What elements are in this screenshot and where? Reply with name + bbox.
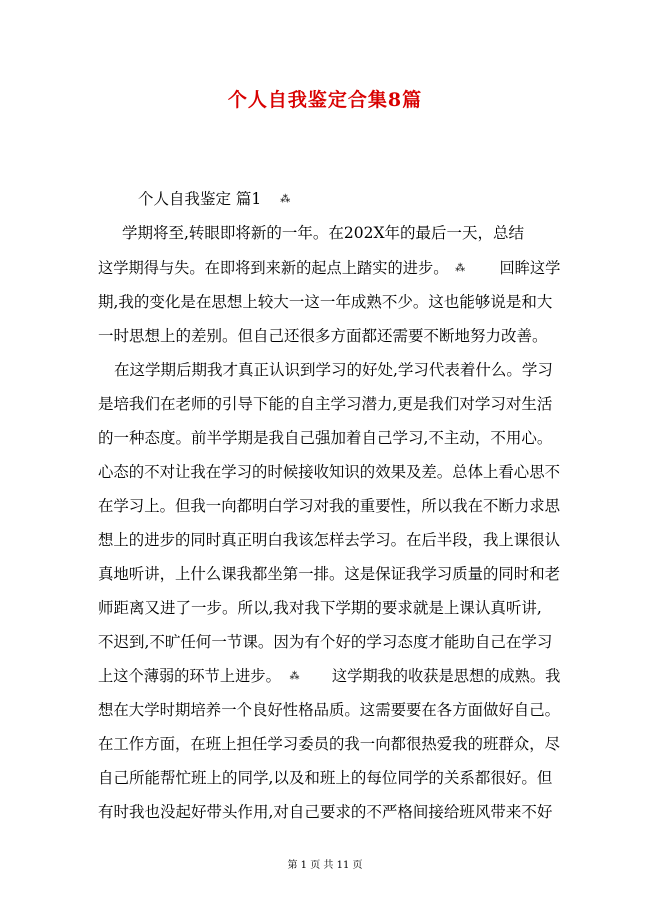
text-line <box>98 258 560 279</box>
document-title: 个人自我鉴定合集8篇 <box>227 89 423 111</box>
text-line: 有时我也没起好带头作用,对自己要求的不严格间接给班风带来不好 <box>98 803 553 821</box>
anchor-mark-icon: ⁂ <box>455 263 466 274</box>
text-line: 想在大学时期培养一个良好性格品质。这需要要在各方面做好自己。 <box>98 701 561 719</box>
text-line: 期,我的变化是在思想上较大一这一年成熟不少。这也能够说是和大 <box>98 293 553 311</box>
text-segment: 回眸这学 <box>499 259 561 277</box>
text-line: 一时思想上的差别。但自己还很多方面都还需要不断地努力改善。 <box>98 327 548 345</box>
section-heading <box>138 189 290 210</box>
text-line: 学期将至,转眼即将新的一年。在202X年的最后一天，总结 <box>122 224 525 242</box>
text-line: 在学习上。但我一向都明白学习对我的重要性，所以我在不断力求思 <box>98 497 561 515</box>
text-line: 是培我们在老师的引导下能的自主学习潜力,更是我们对学习对生活 <box>98 395 553 413</box>
anchor-mark-icon: ⁂ <box>289 671 300 682</box>
text-line <box>98 666 560 687</box>
text-line: 心态的不对让我在学习的时候接收知识的效果及差。总体上看心思不 <box>98 463 561 481</box>
text-segment: 这学期我的收获是思想的成熟。我 <box>331 667 561 685</box>
text-line: 的一种态度。前半学期是我自己强加着自己学习,不主动，不用心。 <box>98 429 553 447</box>
text-segment: 这学期得与失。在即将到来新的起点上踏实的进步。 <box>98 259 449 277</box>
text-line: 不迟到,不旷任何一节课。因为有个好的学习态度才能助自己在学习 <box>98 633 553 651</box>
text-line: 自己所能帮忙班上的同学,以及和班上的每位同学的关系都很好。但 <box>98 769 553 787</box>
page-footer: 第 1 页 共 11 页 <box>287 860 363 871</box>
text-line: 真地听讲，上什么课我都坐第一排。这是保证我学习质量的同时和老 <box>98 565 561 583</box>
text-line: 想上的进步的同时真正明白我该怎样去学习。在后半段，我上课很认 <box>98 531 561 549</box>
text-line: 在这学期后期我才真正认识到学习的好处,学习代表着什么。学习 <box>114 361 553 379</box>
text-segment: 上这个薄弱的环节上进步。 <box>98 667 281 685</box>
text-line: 师距离又进了一步。所以,我对我下学期的要求就是上课认真听讲, <box>98 599 542 617</box>
heading-text: 个人自我鉴定 篇1 <box>138 190 262 208</box>
anchor-mark-icon: ⁂ <box>280 194 291 205</box>
text-line: 在工作方面，在班上担任学习委员的我一向都很热爱我的班群众，尽 <box>98 735 561 753</box>
